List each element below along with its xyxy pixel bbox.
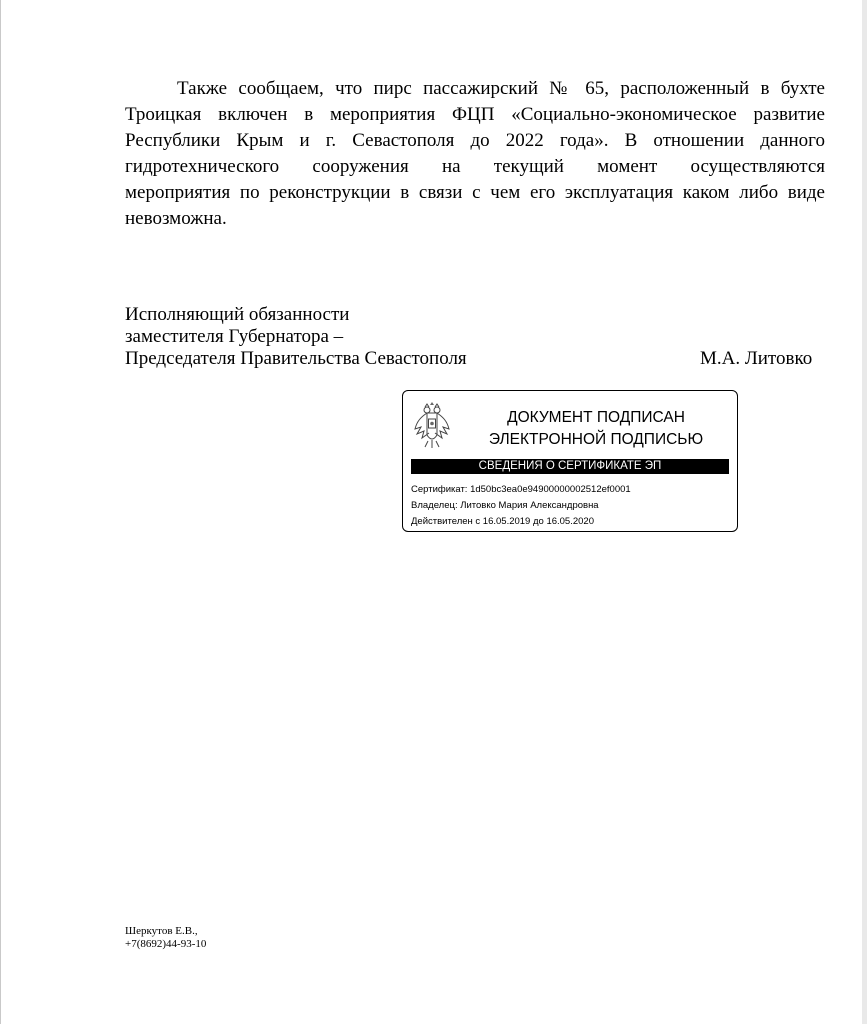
signer-position-line: заместителя Губернатора – bbox=[125, 326, 344, 347]
stamp-title-line: ЭЛЕКТРОННОЙ ПОДПИСЬЮ bbox=[488, 431, 704, 448]
signer-position-line: Председателя Правительства Севастополя bbox=[125, 348, 467, 369]
page-left-edge bbox=[0, 0, 1, 1024]
letter-body-paragraph bbox=[125, 76, 825, 232]
body-line: Троицкая включен в мероприятия ФЦП «Социально-экономическое развитие bbox=[125, 104, 825, 125]
body-line: гидротехнического сооружения на текущий момент осуществляются bbox=[125, 156, 825, 177]
certificate-owner: Владелец: Литовко Мария Александровна bbox=[411, 500, 599, 511]
executor-name: Шеркутов Е.В., bbox=[125, 925, 198, 937]
signer-position-line: Исполняющий обязанности bbox=[125, 304, 350, 325]
signer-name: М.А. Литовко bbox=[700, 348, 813, 369]
stamp-title-line: ДОКУМЕНТ ПОДПИСАН bbox=[507, 409, 685, 426]
certificate-number: Сертификат: 1d50bc3ea0e94900000002512ef0001 bbox=[411, 484, 631, 495]
certificate-info-band: СВЕДЕНИЯ О СЕРТИФИКАТЕ ЭП bbox=[411, 459, 729, 474]
executor-phone: +7(8692)44-93-10 bbox=[125, 938, 207, 950]
body-line: мероприятия по реконструкции в связи с чем его эксплуатация каком либо виде bbox=[125, 182, 825, 203]
page-right-edge bbox=[862, 0, 867, 1024]
certificate-details bbox=[411, 482, 631, 530]
stamp-title bbox=[461, 407, 731, 451]
body-line: Также сообщаем, что пирс пассажирский № 65, расположенный в бухте bbox=[177, 78, 825, 99]
executor-footer bbox=[125, 925, 206, 951]
body-line: невозможна. bbox=[125, 208, 227, 229]
russian-coat-of-arms-icon bbox=[411, 401, 453, 451]
certificate-validity: Действителен с 16.05.2019 до 16.05.2020 bbox=[411, 516, 594, 527]
electronic-signature-stamp bbox=[402, 390, 738, 532]
signer-position bbox=[125, 304, 467, 370]
body-line: Республики Крым и г. Севастополя до 2022 года». В отношении данного bbox=[125, 130, 825, 151]
